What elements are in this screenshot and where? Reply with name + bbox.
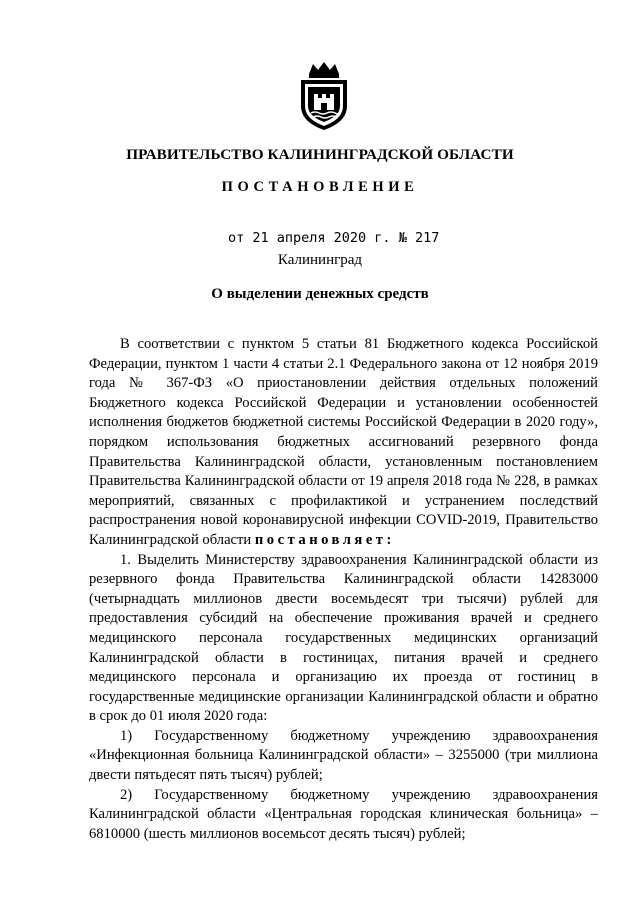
document-number: № 217 [398, 230, 440, 246]
government-title: ПРАВИТЕЛЬСТВО КАЛИНИНГРАДСКОЙ ОБЛАСТИ [126, 146, 514, 163]
document-type: ПОСТАНОВЛЕНИЕ [221, 179, 419, 195]
subitem-1-paragraph: 1) Государственному бюджетному учреждению здравоохранения «Инфекционная больница Калининградской области» – 3255000 (три миллиона двести пятьдесят пять тысяч) рублей; [89, 727, 598, 784]
document-date: от 21 апреля 2020 г. [228, 230, 391, 246]
resolves-keyword: постановляет: [254, 531, 395, 548]
coat-of-arms-emblem [297, 60, 351, 132]
preamble-text: В соответствии с пунктом 5 статьи 81 Бюджетного кодекса Российской Федерации, пунктом 1 части 4 статьи 2.1 Федерального закона от 12 ноября 2019 года № 367-ФЗ «О приостановлении действия отдельных положений Бюджетного кодекса Российской Федерации и установлении особенностей исполнения бюджетов бюджетной системы Российской Федерации в 2020 году», порядком использования бюджетных ассигнований резервного фонда Правительства Калининградской области, установленным постановлением Правительства Калининградской области от 19 апреля 2018 года № 228, в рамках мероприятий, связанных с профилактикой и устранением последствий распространения новой коронавирусной инфекции COVID-2019, Правительство Калининградской области [89, 336, 598, 548]
date-line [228, 230, 439, 246]
preamble-paragraph [89, 335, 598, 551]
subitem-2-paragraph: 2) Государственному бюджетному учреждению здравоохранения Калининградской области «Центральная городская клиническая больница» – 6810000 (шесть миллионов восемьсот десять тысяч) рублей; [89, 786, 598, 842]
document-subject: О выделении денежных средств [211, 286, 429, 302]
document-city: Калининград [277, 252, 363, 268]
document-body [89, 335, 598, 844]
item-1-paragraph: 1. Выделить Министерству здравоохранения Калининградской области из резервного фонда Правительства Калининградской области 14283000 (четырнадцать миллионов двести восемьдесят три тысячи) рублей для предоставления субсидий на обеспечение проживания врачей и среднего медицинского персонала государственных медицинских организаций Калининградской области в гостиницах, питания врачей и среднего медицинского персонала и организацию их проезда от гостиниц в государственные медицинские организации Калининградской области и обратно в срок до 01 июля 2020 года: [89, 551, 598, 725]
